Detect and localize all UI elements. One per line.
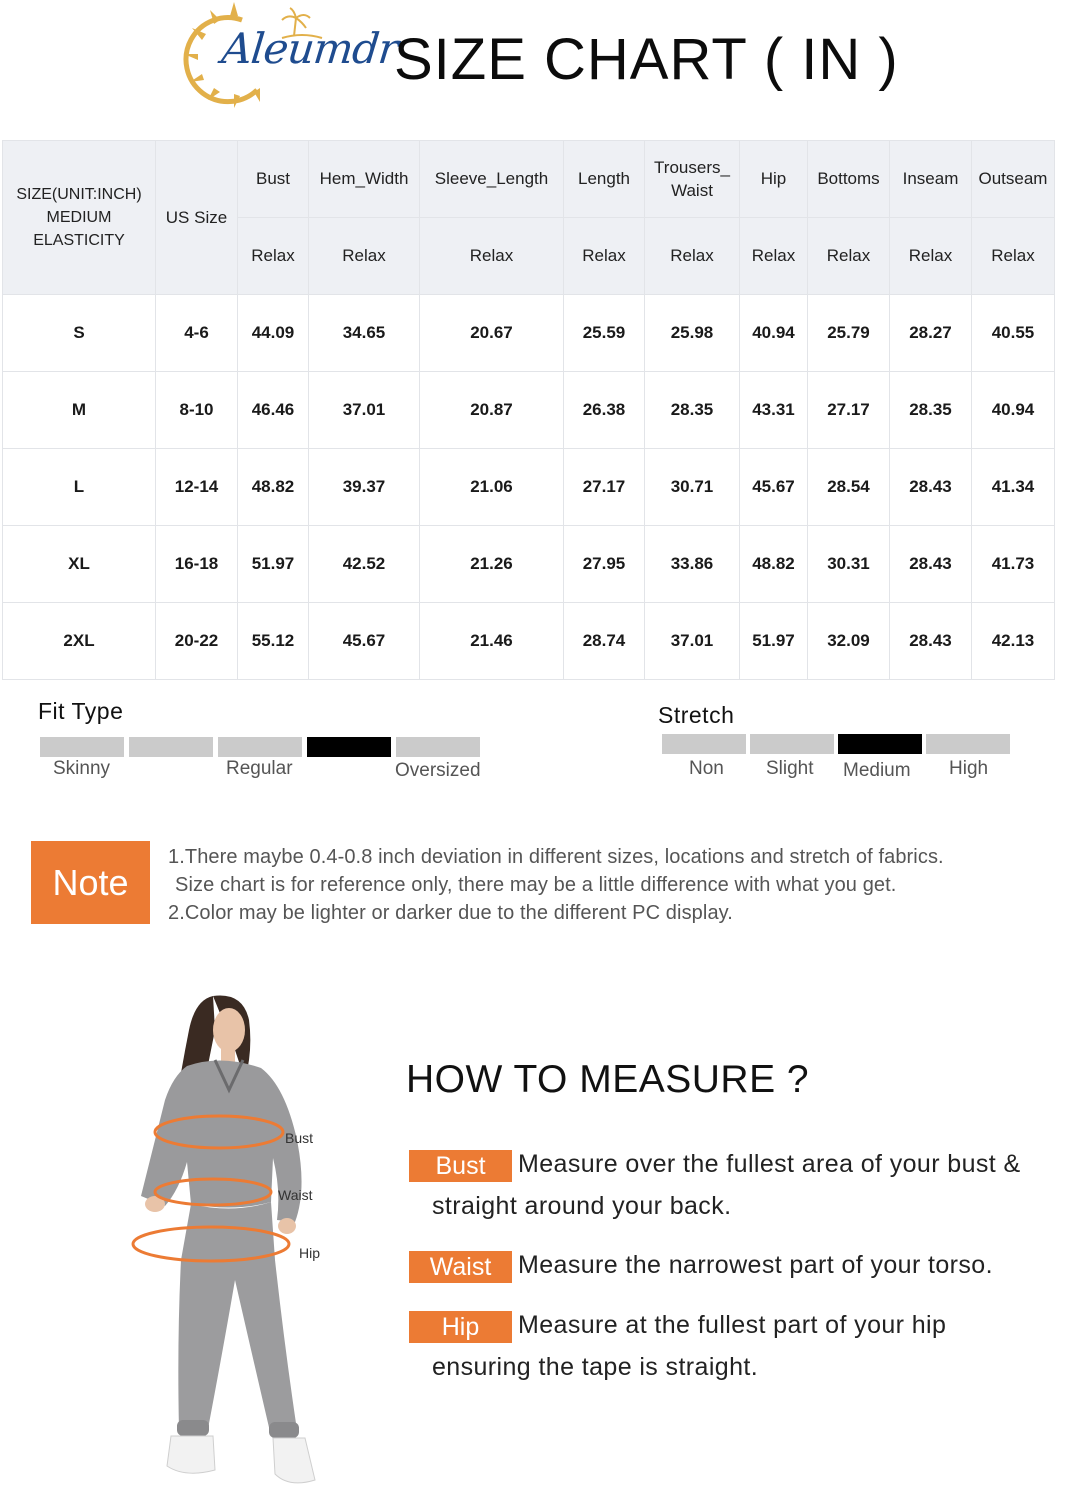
size-chart-table <box>2 140 1055 680</box>
stretch-label-high: High <box>949 758 989 779</box>
note-line-2: Size chart is for reference only, there may be a little difference with what you get. <box>175 874 897 896</box>
measurement-cell: 21.06 <box>420 449 564 526</box>
measurement-cell: 28.43 <box>890 603 972 680</box>
measurement-cell: 25.59 <box>564 295 645 372</box>
measurement-cell: 40.55 <box>972 295 1055 372</box>
table-row <box>3 449 1055 526</box>
column-header-length: Length <box>564 141 645 218</box>
scale-segment <box>218 737 302 757</box>
fit-label: Relax <box>808 218 890 295</box>
us-size-cell: 8-10 <box>156 372 238 449</box>
page-title: SIZE CHART ( IN ) <box>394 27 899 92</box>
header-row <box>3 141 1055 218</box>
stretch-label-slight: Slight <box>766 758 814 779</box>
measurement-cell: 25.79 <box>808 295 890 372</box>
note-line-3: 2.Color may be lighter or darker due to the different PC display. <box>168 902 733 924</box>
measurement-cell: 33.86 <box>645 526 740 603</box>
measurement-cell: 34.65 <box>309 295 420 372</box>
measurement-cell: 41.34 <box>972 449 1055 526</box>
fit-label: Relax <box>238 218 309 295</box>
measurement-cell: 41.73 <box>972 526 1055 603</box>
measurement-cell: 43.31 <box>740 372 808 449</box>
table-row <box>3 372 1055 449</box>
scale-segment <box>40 737 124 757</box>
model-illustration <box>125 990 340 1495</box>
measurement-cell: 25.98 <box>645 295 740 372</box>
waist-tag: Waist <box>409 1251 512 1283</box>
size-cell: S <box>3 295 156 372</box>
measurement-cell: 46.46 <box>238 372 309 449</box>
stretch-label-medium: Medium <box>843 760 911 781</box>
measurement-cell: 45.67 <box>309 603 420 680</box>
fit-label-regular: Regular <box>226 758 293 779</box>
note-badge: Note <box>31 841 150 924</box>
figure-label-bust: Bust <box>285 1130 314 1146</box>
measurement-cell: 28.43 <box>890 449 972 526</box>
note-line-1: 1.There maybe 0.4-0.8 inch deviation in different sizes, locations and stretch of fabrics. <box>168 846 944 868</box>
measurement-cell: 48.82 <box>740 526 808 603</box>
measurement-cell: 20.87 <box>420 372 564 449</box>
us-size-cell: 4-6 <box>156 295 238 372</box>
measurement-cell: 20.67 <box>420 295 564 372</box>
column-header-trousers-waist: Trousers_ Waist <box>645 141 740 218</box>
hip-tag: Hip <box>409 1311 512 1343</box>
measurement-cell: 44.09 <box>238 295 309 372</box>
column-header-sleeve-length: Sleeve_Length <box>420 141 564 218</box>
how-to-measure-title: HOW TO MEASURE ? <box>406 1058 810 1101</box>
measurement-cell: 39.37 <box>309 449 420 526</box>
scale-segment <box>926 734 1010 754</box>
bust-instruction-line-1: Measure over the fullest area of your bust & <box>518 1150 1021 1178</box>
measurement-cell: 26.38 <box>564 372 645 449</box>
bust-instruction-line-2: straight around your back. <box>432 1192 732 1220</box>
measurement-cell: 37.01 <box>645 603 740 680</box>
measurement-cell: 27.95 <box>564 526 645 603</box>
measurement-cell: 30.31 <box>808 526 890 603</box>
fit-label-skinny: Skinny <box>53 758 111 779</box>
measurement-cell: 28.43 <box>890 526 972 603</box>
table-row <box>3 295 1055 372</box>
hip-instruction-line-1: Measure at the fullest part of your hip <box>518 1311 947 1339</box>
table-row <box>3 603 1055 680</box>
measurement-cell: 28.27 <box>890 295 972 372</box>
fit-label: Relax <box>972 218 1055 295</box>
measurement-cell: 40.94 <box>972 372 1055 449</box>
us-size-cell: 20-22 <box>156 603 238 680</box>
measurement-cell: 32.09 <box>808 603 890 680</box>
measurement-cell: 55.12 <box>238 603 309 680</box>
model-figure <box>125 990 340 1495</box>
us-size-header: US Size <box>156 141 238 295</box>
fit-label: Relax <box>890 218 972 295</box>
waist-instruction: Measure the narrowest part of your torso. <box>518 1251 993 1279</box>
size-cell: L <box>3 449 156 526</box>
measurement-cell: 51.97 <box>238 526 309 603</box>
scale-segment <box>750 734 834 754</box>
hip-instruction-line-2: ensuring the tape is straight. <box>432 1353 759 1381</box>
bust-tag: Bust <box>409 1150 512 1182</box>
measurement-cell: 28.35 <box>645 372 740 449</box>
scale-segment-selected <box>307 737 391 757</box>
column-header-hip: Hip <box>740 141 808 218</box>
fit-label: Relax <box>309 218 420 295</box>
measurement-cell: 21.26 <box>420 526 564 603</box>
measurement-cell: 37.01 <box>309 372 420 449</box>
size-cell: 2XL <box>3 603 156 680</box>
measurement-cell: 40.94 <box>740 295 808 372</box>
us-size-cell: 16-18 <box>156 526 238 603</box>
brand-logo <box>182 2 401 110</box>
table-body <box>3 295 1055 680</box>
measurement-cell: 51.97 <box>740 603 808 680</box>
fit-label: Relax <box>740 218 808 295</box>
fit-label-oversized: Oversized <box>395 760 481 781</box>
scale-segment <box>396 737 480 757</box>
fit-type-title: Fit Type <box>38 698 124 724</box>
corner-header: SIZE(UNIT:INCH) MEDIUM ELASTICITY <box>3 141 156 295</box>
fit-label: Relax <box>564 218 645 295</box>
figure-label-hip: Hip <box>299 1245 321 1261</box>
measurement-cell: 28.35 <box>890 372 972 449</box>
measurement-cell: 48.82 <box>238 449 309 526</box>
size-cell: XL <box>3 526 156 603</box>
stretch-label-non: Non <box>689 758 724 779</box>
measurement-cell: 28.54 <box>808 449 890 526</box>
fit-label: Relax <box>645 218 740 295</box>
measurement-cell: 42.52 <box>309 526 420 603</box>
us-size-cell: 12-14 <box>156 449 238 526</box>
table-row <box>3 526 1055 603</box>
column-header-inseam: Inseam <box>890 141 972 218</box>
column-header-outseam: Outseam <box>972 141 1055 218</box>
measurement-cell: 28.74 <box>564 603 645 680</box>
size-cell: M <box>3 372 156 449</box>
column-header-bottoms: Bottoms <box>808 141 890 218</box>
column-header-bust: Bust <box>238 141 309 218</box>
measurement-cell: 45.67 <box>740 449 808 526</box>
column-header-hem-width: Hem_Width <box>309 141 420 218</box>
measurement-cell: 21.46 <box>420 603 564 680</box>
brand-name: Aleumdr <box>219 24 401 73</box>
measurement-cell: 30.71 <box>645 449 740 526</box>
fit-label: Relax <box>420 218 564 295</box>
measurement-cell: 42.13 <box>972 603 1055 680</box>
measurement-cell: 27.17 <box>808 372 890 449</box>
figure-label-waist: Waist <box>278 1187 313 1203</box>
scale-segment <box>129 737 213 757</box>
measurement-cell: 27.17 <box>564 449 645 526</box>
scale-segment-selected <box>838 734 922 754</box>
stretch-title: Stretch <box>658 702 735 728</box>
scale-segment <box>662 734 746 754</box>
